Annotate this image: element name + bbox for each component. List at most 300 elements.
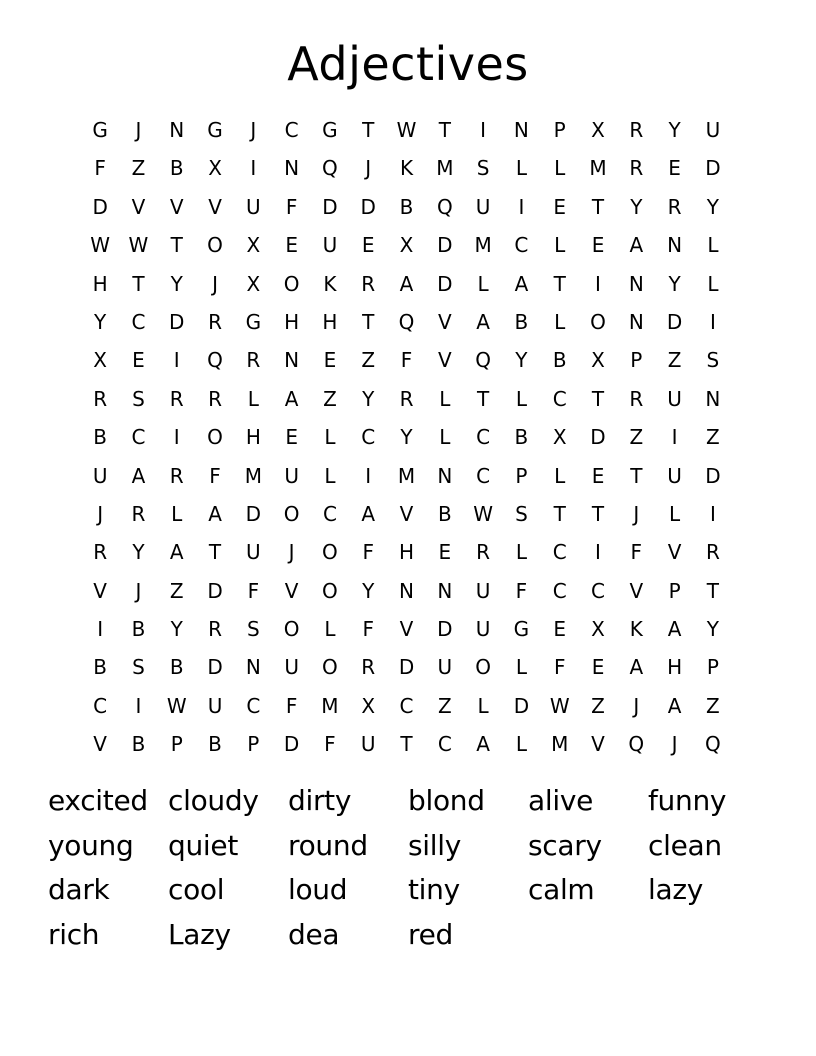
grid-letter: U <box>475 194 491 219</box>
word-list-item: cool <box>168 873 225 906</box>
grid-letter: H <box>245 425 261 450</box>
grid-letter: U <box>475 617 491 642</box>
grid-letter: L <box>669 501 681 526</box>
grid-letter: J <box>97 501 104 526</box>
grid-letter: O <box>283 617 300 642</box>
grid-letter: P <box>553 118 566 142</box>
grid-letter: R <box>169 386 184 411</box>
grid-letter: L <box>515 156 527 181</box>
grid-letter: L <box>515 655 527 680</box>
grid-letter: A <box>476 732 490 757</box>
grid-letter: Y <box>94 309 107 334</box>
word-list-item: lazy <box>648 873 704 906</box>
grid-letter: A <box>131 463 146 488</box>
grid-letter: O <box>283 501 300 526</box>
word-list-item: excited <box>48 784 148 817</box>
grid-letter: I <box>595 271 601 296</box>
grid-letter: N <box>284 348 300 373</box>
grid-letter: C <box>246 693 261 718</box>
grid-letter: L <box>515 386 527 411</box>
grid-letter: T <box>630 463 643 488</box>
grid-letter: S <box>132 386 145 411</box>
grid-letter: I <box>173 425 180 450</box>
grid-letter: C <box>476 425 491 450</box>
grid-letter: L <box>707 271 719 296</box>
grid-letter: S <box>246 617 260 642</box>
grid-letter: I <box>365 463 372 488</box>
grid-letter: J <box>135 118 142 142</box>
grid-letter: V <box>93 578 107 603</box>
word-list-item: red <box>408 917 453 951</box>
grid-letter: L <box>707 233 719 258</box>
grid-letter: X <box>591 617 605 642</box>
word-list-item: Lazy <box>168 917 231 951</box>
grid-letter: N <box>169 118 185 142</box>
word-list-item: loud <box>288 873 348 906</box>
grid-letter: D <box>92 194 108 219</box>
grid-letter: A <box>361 501 376 526</box>
grid-letter: Y <box>170 617 183 642</box>
word-list-item: dea <box>288 917 340 951</box>
grid-letter: G <box>245 309 262 334</box>
grid-letter: M <box>244 463 262 488</box>
grid-letter: X <box>246 233 261 258</box>
grid-letter: N <box>437 463 453 488</box>
grid-letter: Y <box>706 194 719 219</box>
grid-letter: U <box>705 118 721 142</box>
grid-letter: P <box>630 348 643 373</box>
grid-letter: U <box>322 233 338 258</box>
grid-letter: Z <box>629 425 644 450</box>
grid-letter: N <box>705 386 721 411</box>
grid-letter: D <box>705 156 721 181</box>
grid-letter: D <box>437 271 453 296</box>
grid-letter: T <box>400 732 413 757</box>
grid-letter: L <box>324 617 336 642</box>
grid-letter: A <box>667 693 682 718</box>
grid-letter: X <box>246 271 261 296</box>
grid-letter: R <box>361 655 376 680</box>
grid-letter: V <box>399 617 414 642</box>
word-list-item: calm <box>528 873 595 906</box>
grid-letter: P <box>170 732 183 757</box>
grid-letter: X <box>93 348 107 373</box>
grid-letter: H <box>667 655 683 680</box>
grid-letter: Z <box>437 693 452 718</box>
grid-letter: D <box>590 425 606 450</box>
grid-letter: V <box>437 309 452 334</box>
grid-letter: L <box>477 271 489 296</box>
grid-letter: H <box>92 271 108 296</box>
grid-letter: R <box>629 156 644 181</box>
grid-letter: O <box>590 309 606 334</box>
grid-letter: F <box>362 617 374 642</box>
grid-letter: C <box>131 309 146 334</box>
grid-letter: M <box>397 463 416 488</box>
grid-letter: G <box>92 118 108 142</box>
grid-letter: N <box>284 156 300 181</box>
grid-letter: C <box>552 386 567 411</box>
grid-letter: P <box>515 463 528 488</box>
grid-letter: H <box>284 309 300 334</box>
grid-letter: Y <box>362 578 375 603</box>
grid-letter: D <box>360 194 376 219</box>
grid-letter: J <box>633 501 640 526</box>
grid-letter: W <box>473 501 493 526</box>
grid-letter: I <box>480 118 487 142</box>
word-list-item: dark <box>48 873 110 906</box>
grid-letter: Z <box>169 578 184 603</box>
grid-letter: O <box>322 578 338 603</box>
grid-letter: O <box>283 271 300 296</box>
grid-letter: R <box>667 194 682 219</box>
grid-letter: E <box>668 156 681 181</box>
grid-letter: Y <box>362 386 375 411</box>
grid-letter: Q <box>705 732 721 757</box>
grid-letter: D <box>437 233 453 258</box>
grid-letter: N <box>437 578 453 603</box>
grid-letter: Y <box>706 617 719 642</box>
grid-letter: U <box>437 655 453 680</box>
grid-letter: V <box>399 501 414 526</box>
grid-letter: K <box>399 156 414 181</box>
grid-letter: T <box>208 540 222 565</box>
grid-letter: X <box>591 348 605 373</box>
grid-letter: O <box>475 655 491 680</box>
grid-letter: D <box>245 501 262 526</box>
grid-letter: A <box>514 271 529 296</box>
grid-letter: T <box>170 233 183 258</box>
grid-letter: R <box>399 386 414 411</box>
grid-letter: Z <box>667 348 682 373</box>
grid-letter: V <box>169 194 184 219</box>
grid-letter: U <box>246 194 261 219</box>
grid-letter: E <box>285 425 298 450</box>
word-list <box>48 779 768 957</box>
grid-letter: B <box>93 655 108 680</box>
grid-letter: O <box>207 233 223 258</box>
grid-letter: E <box>323 348 337 373</box>
grid-letter: X <box>208 156 222 181</box>
grid-letter: G <box>322 118 338 142</box>
word-list-item: round <box>288 828 368 862</box>
grid-letter: Z <box>361 348 376 373</box>
grid-letter: C <box>476 463 491 488</box>
grid-letter: A <box>629 655 644 680</box>
grid-letter: C <box>552 578 567 603</box>
grid-letter: Q <box>207 348 223 373</box>
grid-letter: B <box>514 309 529 334</box>
word-list-item: scary <box>528 828 602 862</box>
grid-letter: V <box>208 194 222 219</box>
grid-letter: U <box>667 386 682 411</box>
word-list-item: blond <box>408 784 485 817</box>
grid-letter: A <box>169 540 184 565</box>
grid-letter: R <box>208 309 222 334</box>
grid-letter: E <box>591 655 605 680</box>
grid-letter: E <box>553 194 567 219</box>
grid-letter: Z <box>706 425 720 450</box>
grid-letter: Z <box>591 693 605 718</box>
grid-letter: F <box>324 732 336 757</box>
grid-letter: N <box>399 578 414 603</box>
grid-letter: P <box>668 578 681 603</box>
grid-letter: A <box>284 386 299 411</box>
word-list-item: clean <box>648 828 722 862</box>
grid-letter: B <box>552 348 567 373</box>
grid-letter: M <box>474 233 492 258</box>
grid-letter: F <box>515 578 528 603</box>
word-list-item: tiny <box>408 873 460 906</box>
grid-letter: S <box>476 156 490 181</box>
grid-letter: L <box>439 386 451 411</box>
grid-letter: H <box>322 309 338 334</box>
grid-letter: B <box>514 425 529 450</box>
grid-letter: W <box>90 233 111 258</box>
grid-letter: Q <box>322 156 338 181</box>
grid-letter: V <box>437 348 452 373</box>
grid-letter: E <box>591 463 605 488</box>
grid-letter: O <box>322 540 338 565</box>
grid-letter: R <box>208 386 222 411</box>
grid-letter: V <box>131 194 146 219</box>
word-list-item: quiet <box>168 828 239 862</box>
grid-letter: D <box>398 655 415 680</box>
grid-letter: D <box>705 463 721 488</box>
grid-letter: Q <box>436 194 453 219</box>
grid-letter: L <box>554 233 566 258</box>
grid-letter: V <box>93 732 107 757</box>
grid-letter: Y <box>400 425 413 450</box>
grid-letter: B <box>208 732 222 757</box>
grid-letter: R <box>361 271 376 296</box>
grid-letter: Y <box>515 348 528 373</box>
grid-letter: F <box>553 655 566 680</box>
word-search-grid <box>81 111 732 764</box>
word-list-item: alive <box>528 784 594 817</box>
grid-letter: R <box>246 348 261 373</box>
grid-letter: L <box>439 425 451 450</box>
grid-letter: E <box>591 233 605 258</box>
grid-letter: E <box>132 348 145 373</box>
page-title: Adjectives <box>287 37 529 91</box>
grid-letter: R <box>629 386 644 411</box>
grid-letter: M <box>551 732 569 757</box>
grid-letter: J <box>365 156 372 181</box>
grid-letter: E <box>553 617 567 642</box>
grid-letter: W <box>128 233 149 258</box>
grid-letter: C <box>437 732 452 757</box>
grid-letter: S <box>706 348 720 373</box>
grid-letter: Z <box>706 693 720 718</box>
grid-letter: U <box>667 463 682 488</box>
grid-letter: L <box>515 540 527 565</box>
grid-letter: D <box>437 617 453 642</box>
grid-letter: Y <box>630 194 643 219</box>
grid-letter: Y <box>170 271 183 296</box>
grid-letter: L <box>554 463 566 488</box>
grid-letter: Q <box>398 309 415 334</box>
word-list-item: cloudy <box>168 784 259 817</box>
grid-letter: Z <box>131 156 146 181</box>
grid-letter: C <box>131 425 146 450</box>
grid-letter: I <box>518 194 525 219</box>
grid-letter: F <box>630 540 643 565</box>
grid-letter: Y <box>668 118 681 142</box>
grid-letter: N <box>628 309 644 334</box>
grid-letter: A <box>399 271 414 296</box>
grid-letter: L <box>324 425 336 450</box>
grid-letter: X <box>361 693 376 718</box>
grid-letter: L <box>171 501 183 526</box>
grid-letter: N <box>628 271 644 296</box>
grid-letter: I <box>709 309 716 334</box>
grid-letter: N <box>667 233 683 258</box>
word-list-item: silly <box>408 828 461 862</box>
grid-letter: D <box>322 194 338 219</box>
grid-letter: J <box>671 732 678 757</box>
grid-letter: J <box>135 578 142 603</box>
grid-letter: T <box>477 386 490 411</box>
grid-letter: C <box>514 233 529 258</box>
grid-letter: A <box>476 309 490 334</box>
grid-letter: R <box>169 463 184 488</box>
grid-letter: A <box>629 233 644 258</box>
grid-letter: U <box>207 693 223 718</box>
grid-letter: D <box>666 309 683 334</box>
grid-letter: K <box>629 617 643 642</box>
grid-letter: L <box>324 463 336 488</box>
grid-letter: U <box>360 732 376 757</box>
grid-letter: L <box>554 156 566 181</box>
grid-letter: E <box>285 233 298 258</box>
grid-letter: P <box>247 732 260 757</box>
grid-letter: J <box>250 118 257 142</box>
grid-letter: B <box>437 501 452 526</box>
grid-letter: U <box>475 578 491 603</box>
grid-letter: R <box>131 501 146 526</box>
word-list-item: young <box>48 828 134 862</box>
grid-letter: D <box>513 693 530 718</box>
grid-letter: W <box>549 693 570 718</box>
grid-letter: C <box>322 501 337 526</box>
grid-letter: T <box>132 271 145 296</box>
word-list-item: dirty <box>288 784 352 817</box>
grid-letter: H <box>399 540 415 565</box>
grid-letter: F <box>400 348 413 373</box>
grid-letter: T <box>362 118 375 142</box>
grid-letter: R <box>705 540 720 565</box>
grid-letter: B <box>131 732 146 757</box>
grid-letter: L <box>477 693 489 718</box>
grid-letter: V <box>667 540 682 565</box>
grid-letter: I <box>671 425 678 450</box>
grid-letter: U <box>284 655 299 680</box>
grid-letter: C <box>361 425 376 450</box>
grid-letter: O <box>322 655 338 680</box>
grid-letter: Y <box>668 271 681 296</box>
grid-letter: K <box>323 271 337 296</box>
grid-letter: T <box>591 194 605 219</box>
grid-letter: V <box>284 578 299 603</box>
grid-letter: I <box>250 156 257 181</box>
grid-letter: C <box>591 578 605 603</box>
grid-letter: J <box>288 540 295 565</box>
grid-letter: W <box>396 118 417 142</box>
grid-letter: F <box>362 540 374 565</box>
grid-letter: T <box>438 118 451 142</box>
grid-letter: D <box>207 655 223 680</box>
grid-letter: C <box>399 693 414 718</box>
grid-letter: S <box>132 655 145 680</box>
grid-letter: T <box>591 386 605 411</box>
grid-letter: R <box>208 617 222 642</box>
grid-letter: W <box>166 693 187 718</box>
grid-letter: F <box>209 463 221 488</box>
grid-letter: G <box>513 617 530 642</box>
grid-letter: U <box>92 463 108 488</box>
grid-letter: D <box>169 309 185 334</box>
grid-letter: A <box>208 501 222 526</box>
grid-letter: S <box>515 501 528 526</box>
grid-letter: B <box>131 617 146 642</box>
grid-letter: B <box>169 655 184 680</box>
grid-letter: R <box>629 118 644 142</box>
grid-letter: U <box>246 540 261 565</box>
grid-letter: I <box>709 501 716 526</box>
grid-letter: T <box>591 501 605 526</box>
grid-letter: B <box>93 425 108 450</box>
grid-letter: E <box>438 540 452 565</box>
grid-letter: X <box>552 425 567 450</box>
grid-letter: M <box>436 156 454 181</box>
grid-letter: T <box>553 501 566 526</box>
grid-letter: V <box>591 732 605 757</box>
grid-letter: D <box>283 732 300 757</box>
grid-letter: C <box>284 118 299 142</box>
grid-letter: T <box>706 578 719 603</box>
grid-letter: L <box>247 386 259 411</box>
word-list-item: rich <box>48 917 100 951</box>
grid-letter: X <box>399 233 414 258</box>
grid-letter: G <box>207 118 223 142</box>
grid-letter: L <box>515 732 527 757</box>
grid-letter: F <box>285 693 298 718</box>
grid-letter: I <box>97 617 104 642</box>
grid-letter: J <box>212 271 218 296</box>
grid-letter: B <box>169 156 184 181</box>
grid-letter: T <box>553 271 566 296</box>
grid-letter: D <box>207 578 223 603</box>
grid-letter: U <box>284 463 299 488</box>
grid-letter: A <box>667 617 682 642</box>
grid-letter: F <box>285 194 298 219</box>
grid-letter: J <box>633 693 640 718</box>
grid-letter: Q <box>475 348 491 373</box>
grid-letter: R <box>476 540 491 565</box>
grid-letter: C <box>93 693 108 718</box>
grid-letter: R <box>93 386 108 411</box>
grid-letter: Y <box>132 540 145 565</box>
grid-letter: M <box>589 156 607 181</box>
grid-letter: L <box>554 309 566 334</box>
grid-letter: X <box>591 118 605 142</box>
grid-letter: Z <box>323 386 337 411</box>
grid-letter: I <box>173 348 180 373</box>
grid-letter: M <box>321 693 339 718</box>
grid-letter: I <box>135 693 142 718</box>
grid-letter: N <box>245 655 261 680</box>
